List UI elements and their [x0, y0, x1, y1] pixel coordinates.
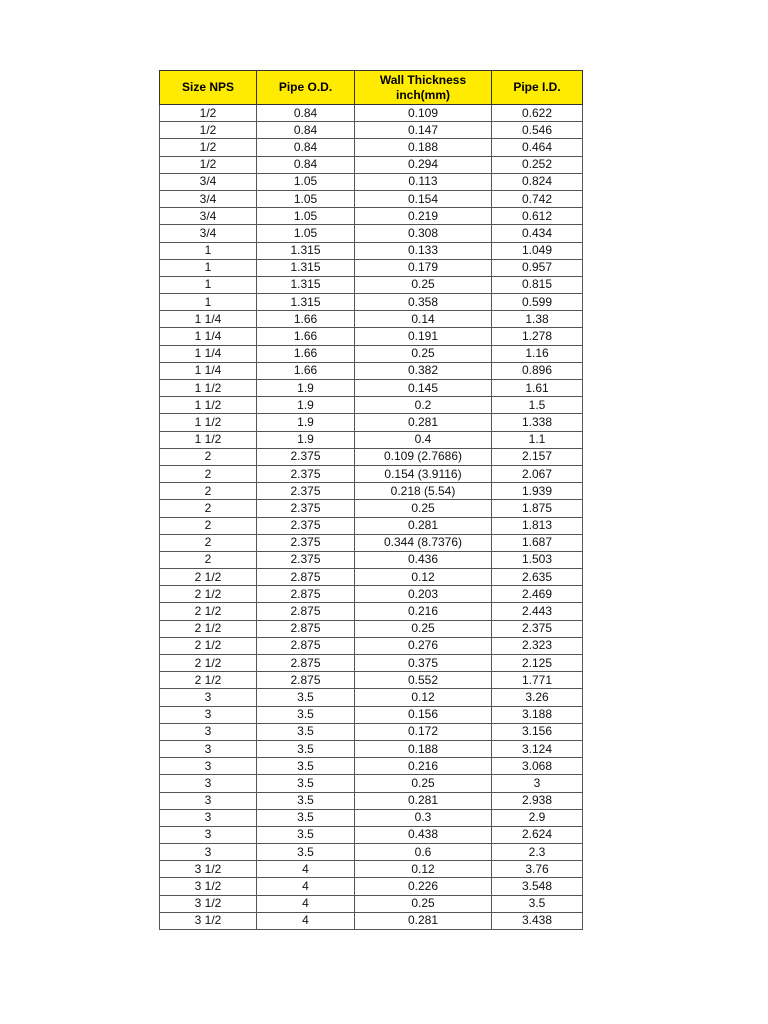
cell-pipe-id: 1.687: [492, 534, 583, 551]
cell-pipe-id: 0.546: [492, 122, 583, 139]
cell-pipe-od: 2.875: [257, 620, 355, 637]
cell-pipe-od: 0.84: [257, 122, 355, 139]
cell-pipe-od: 1.315: [257, 259, 355, 276]
cell-size-nps: 2 1/2: [160, 655, 257, 672]
table-row: [160, 173, 583, 190]
cell-pipe-od: 0.84: [257, 139, 355, 156]
cell-wall-thickness: 0.218 (5.54): [355, 483, 492, 500]
cell-wall-thickness: 0.358: [355, 294, 492, 311]
cell-size-nps: 2 1/2: [160, 672, 257, 689]
cell-pipe-od: 2.375: [257, 448, 355, 465]
cell-pipe-id: 2.635: [492, 569, 583, 586]
cell-pipe-id: 2.067: [492, 465, 583, 482]
cell-pipe-id: 0.464: [492, 139, 583, 156]
cell-size-nps: 3: [160, 723, 257, 740]
cell-size-nps: 2 1/2: [160, 603, 257, 620]
cell-wall-thickness: 0.25: [355, 345, 492, 362]
cell-wall-thickness: 0.308: [355, 225, 492, 242]
cell-wall-thickness: 0.4: [355, 431, 492, 448]
cell-size-nps: 2 1/2: [160, 586, 257, 603]
table-row: [160, 276, 583, 293]
cell-pipe-od: 2.875: [257, 569, 355, 586]
cell-wall-thickness: 0.154 (3.9116): [355, 465, 492, 482]
cell-size-nps: 2 1/2: [160, 637, 257, 654]
cell-pipe-od: 3.5: [257, 809, 355, 826]
cell-size-nps: 2: [160, 500, 257, 517]
header-pipe-od: Pipe O.D.: [257, 71, 355, 105]
cell-pipe-id: 1.875: [492, 500, 583, 517]
pipe-dimensions-table: [159, 70, 583, 930]
cell-size-nps: 1 1/2: [160, 380, 257, 397]
cell-size-nps: 3: [160, 844, 257, 861]
table-row: [160, 775, 583, 792]
cell-pipe-id: 0.622: [492, 105, 583, 122]
cell-pipe-od: 1.05: [257, 190, 355, 207]
cell-pipe-od: 0.84: [257, 156, 355, 173]
cell-wall-thickness: 0.12: [355, 569, 492, 586]
cell-pipe-od: 3.5: [257, 706, 355, 723]
cell-pipe-id: 1.61: [492, 380, 583, 397]
cell-wall-thickness: 0.281: [355, 517, 492, 534]
table-row: [160, 551, 583, 568]
table-row: [160, 328, 583, 345]
table-row: [160, 534, 583, 551]
table-row: [160, 380, 583, 397]
cell-size-nps: 1: [160, 259, 257, 276]
cell-size-nps: 1 1/4: [160, 345, 257, 362]
table-row: [160, 465, 583, 482]
cell-pipe-id: 0.896: [492, 362, 583, 379]
cell-wall-thickness: 0.179: [355, 259, 492, 276]
cell-size-nps: 2: [160, 465, 257, 482]
cell-pipe-od: 1.66: [257, 362, 355, 379]
cell-pipe-id: 2.125: [492, 655, 583, 672]
cell-pipe-id: 1.049: [492, 242, 583, 259]
cell-pipe-id: 0.742: [492, 190, 583, 207]
cell-wall-thickness: 0.552: [355, 672, 492, 689]
cell-pipe-od: 3.5: [257, 792, 355, 809]
cell-wall-thickness: 0.226: [355, 878, 492, 895]
cell-pipe-od: 2.875: [257, 637, 355, 654]
cell-wall-thickness: 0.188: [355, 139, 492, 156]
cell-pipe-id: 1.16: [492, 345, 583, 362]
cell-pipe-id: 1.1: [492, 431, 583, 448]
table-row: [160, 844, 583, 861]
cell-pipe-id: 2.3: [492, 844, 583, 861]
table-row: [160, 878, 583, 895]
cell-size-nps: 1/2: [160, 122, 257, 139]
cell-wall-thickness: 0.154: [355, 190, 492, 207]
cell-size-nps: 3: [160, 792, 257, 809]
cell-pipe-id: 3.156: [492, 723, 583, 740]
table-row: [160, 706, 583, 723]
cell-pipe-od: 2.375: [257, 500, 355, 517]
cell-pipe-od: 2.375: [257, 465, 355, 482]
cell-pipe-od: 1.05: [257, 208, 355, 225]
cell-wall-thickness: 0.156: [355, 706, 492, 723]
cell-pipe-id: 0.824: [492, 173, 583, 190]
cell-wall-thickness: 0.294: [355, 156, 492, 173]
table-row: [160, 294, 583, 311]
cell-pipe-id: 2.938: [492, 792, 583, 809]
cell-pipe-id: 2.9: [492, 809, 583, 826]
table-row: [160, 208, 583, 225]
cell-pipe-od: 3.5: [257, 689, 355, 706]
cell-pipe-od: 3.5: [257, 844, 355, 861]
cell-pipe-od: 2.875: [257, 672, 355, 689]
cell-pipe-id: 1.278: [492, 328, 583, 345]
cell-size-nps: 3 1/2: [160, 912, 257, 929]
cell-pipe-od: 4: [257, 912, 355, 929]
cell-pipe-od: 1.05: [257, 173, 355, 190]
cell-size-nps: 1 1/4: [160, 328, 257, 345]
cell-wall-thickness: 0.375: [355, 655, 492, 672]
cell-wall-thickness: 0.3: [355, 809, 492, 826]
cell-wall-thickness: 0.216: [355, 603, 492, 620]
table-row: [160, 517, 583, 534]
cell-wall-thickness: 0.113: [355, 173, 492, 190]
cell-pipe-od: 4: [257, 878, 355, 895]
cell-size-nps: 2: [160, 517, 257, 534]
cell-pipe-id: 0.957: [492, 259, 583, 276]
table-row: [160, 620, 583, 637]
table-row: [160, 242, 583, 259]
table-row: [160, 861, 583, 878]
cell-pipe-od: 3.5: [257, 723, 355, 740]
cell-pipe-od: 2.875: [257, 655, 355, 672]
cell-pipe-od: 1.9: [257, 431, 355, 448]
cell-size-nps: 1 1/4: [160, 311, 257, 328]
cell-pipe-id: 3.188: [492, 706, 583, 723]
cell-size-nps: 3/4: [160, 225, 257, 242]
header-wall-thickness-title: Wall Thickness: [379, 72, 467, 87]
cell-pipe-od: 1.9: [257, 414, 355, 431]
cell-pipe-id: 2.624: [492, 826, 583, 843]
cell-size-nps: 2: [160, 483, 257, 500]
cell-pipe-od: 1.315: [257, 276, 355, 293]
cell-wall-thickness: 0.2: [355, 397, 492, 414]
cell-pipe-id: 2.469: [492, 586, 583, 603]
header-wall-thickness-unit: inch(mm): [396, 87, 450, 102]
table-row: [160, 259, 583, 276]
table-row: [160, 758, 583, 775]
table-row: [160, 792, 583, 809]
table-row: [160, 740, 583, 757]
cell-pipe-id: 1.38: [492, 311, 583, 328]
table-row: [160, 655, 583, 672]
cell-pipe-id: 3.068: [492, 758, 583, 775]
cell-wall-thickness: 0.281: [355, 792, 492, 809]
cell-pipe-id: 2.323: [492, 637, 583, 654]
table-row: [160, 809, 583, 826]
cell-pipe-od: 1.66: [257, 328, 355, 345]
cell-pipe-od: 2.875: [257, 586, 355, 603]
cell-pipe-id: 2.443: [492, 603, 583, 620]
table-row: [160, 414, 583, 431]
cell-pipe-id: 0.599: [492, 294, 583, 311]
cell-wall-thickness: 0.216: [355, 758, 492, 775]
cell-pipe-od: 1.9: [257, 380, 355, 397]
cell-pipe-id: 1.338: [492, 414, 583, 431]
cell-size-nps: 3/4: [160, 208, 257, 225]
cell-pipe-id: 3.548: [492, 878, 583, 895]
cell-pipe-id: 1.503: [492, 551, 583, 568]
cell-pipe-id: 3.5: [492, 895, 583, 912]
table-row: [160, 826, 583, 843]
cell-size-nps: 1 1/2: [160, 414, 257, 431]
cell-size-nps: 3/4: [160, 173, 257, 190]
cell-wall-thickness: 0.436: [355, 551, 492, 568]
cell-size-nps: 1 1/4: [160, 362, 257, 379]
table-row: [160, 105, 583, 122]
cell-pipe-od: 2.375: [257, 551, 355, 568]
cell-size-nps: 3/4: [160, 190, 257, 207]
cell-pipe-id: 3.76: [492, 861, 583, 878]
cell-wall-thickness: 0.12: [355, 861, 492, 878]
cell-size-nps: 2: [160, 534, 257, 551]
cell-wall-thickness: 0.14: [355, 311, 492, 328]
pipe-schedule-sheet: [159, 70, 583, 930]
cell-pipe-od: 1.315: [257, 242, 355, 259]
table-row: [160, 912, 583, 929]
cell-wall-thickness: 0.25: [355, 276, 492, 293]
table-row: [160, 672, 583, 689]
cell-pipe-id: 0.434: [492, 225, 583, 242]
cell-pipe-od: 0.84: [257, 105, 355, 122]
cell-pipe-od: 1.9: [257, 397, 355, 414]
cell-wall-thickness: 0.25: [355, 895, 492, 912]
cell-pipe-od: 2.375: [257, 483, 355, 500]
cell-wall-thickness: 0.438: [355, 826, 492, 843]
table-row: [160, 156, 583, 173]
cell-size-nps: 3: [160, 689, 257, 706]
cell-size-nps: 1/2: [160, 156, 257, 173]
table-row: [160, 362, 583, 379]
header-pipe-id: Pipe I.D.: [492, 71, 583, 105]
cell-pipe-id: 1.939: [492, 483, 583, 500]
cell-pipe-id: 2.375: [492, 620, 583, 637]
table-row: [160, 689, 583, 706]
cell-pipe-od: 1.66: [257, 311, 355, 328]
cell-wall-thickness: 0.6: [355, 844, 492, 861]
cell-wall-thickness: 0.191: [355, 328, 492, 345]
cell-pipe-od: 4: [257, 895, 355, 912]
cell-size-nps: 1/2: [160, 139, 257, 156]
table-row: [160, 431, 583, 448]
cell-wall-thickness: 0.25: [355, 620, 492, 637]
cell-wall-thickness: 0.12: [355, 689, 492, 706]
table-row: [160, 637, 583, 654]
table-row: [160, 225, 583, 242]
cell-size-nps: 1 1/2: [160, 431, 257, 448]
cell-size-nps: 3: [160, 775, 257, 792]
cell-size-nps: 3: [160, 826, 257, 843]
cell-pipe-od: 3.5: [257, 826, 355, 843]
cell-wall-thickness: 0.203: [355, 586, 492, 603]
cell-wall-thickness: 0.219: [355, 208, 492, 225]
header-size-nps: Size NPS: [160, 71, 257, 105]
cell-pipe-id: 3.26: [492, 689, 583, 706]
cell-size-nps: 2 1/2: [160, 620, 257, 637]
cell-wall-thickness: 0.276: [355, 637, 492, 654]
cell-pipe-od: 2.375: [257, 534, 355, 551]
cell-pipe-id: 1.813: [492, 517, 583, 534]
cell-pipe-od: 2.375: [257, 517, 355, 534]
table-body: [160, 105, 583, 930]
cell-size-nps: 3 1/2: [160, 895, 257, 912]
cell-pipe-od: 3.5: [257, 758, 355, 775]
cell-pipe-od: 1.66: [257, 345, 355, 362]
cell-pipe-id: 0.612: [492, 208, 583, 225]
cell-wall-thickness: 0.188: [355, 740, 492, 757]
cell-pipe-id: 0.815: [492, 276, 583, 293]
cell-wall-thickness: 0.281: [355, 912, 492, 929]
cell-wall-thickness: 0.382: [355, 362, 492, 379]
header-wall-thickness: [355, 71, 492, 105]
table-row: [160, 500, 583, 517]
cell-size-nps: 3 1/2: [160, 878, 257, 895]
cell-pipe-od: 3.5: [257, 775, 355, 792]
table-row: [160, 448, 583, 465]
cell-wall-thickness: 0.25: [355, 500, 492, 517]
cell-size-nps: 3 1/2: [160, 861, 257, 878]
cell-size-nps: 1: [160, 294, 257, 311]
cell-wall-thickness: 0.281: [355, 414, 492, 431]
cell-size-nps: 3: [160, 758, 257, 775]
cell-size-nps: 1 1/2: [160, 397, 257, 414]
table-row: [160, 483, 583, 500]
table-header-row: [160, 71, 583, 105]
table-row: [160, 345, 583, 362]
cell-size-nps: 1: [160, 242, 257, 259]
cell-wall-thickness: 0.172: [355, 723, 492, 740]
cell-size-nps: 2 1/2: [160, 569, 257, 586]
cell-pipe-od: 3.5: [257, 740, 355, 757]
table-row: [160, 603, 583, 620]
table-row: [160, 895, 583, 912]
cell-wall-thickness: 0.147: [355, 122, 492, 139]
cell-wall-thickness: 0.109 (2.7686): [355, 448, 492, 465]
cell-pipe-id: 3: [492, 775, 583, 792]
cell-size-nps: 3: [160, 740, 257, 757]
cell-size-nps: 3: [160, 809, 257, 826]
table-row: [160, 139, 583, 156]
cell-wall-thickness: 0.109: [355, 105, 492, 122]
cell-pipe-id: 0.252: [492, 156, 583, 173]
cell-pipe-od: 1.315: [257, 294, 355, 311]
table-row: [160, 311, 583, 328]
cell-pipe-od: 4: [257, 861, 355, 878]
cell-pipe-id: 1.5: [492, 397, 583, 414]
table-row: [160, 723, 583, 740]
cell-pipe-od: 1.05: [257, 225, 355, 242]
cell-size-nps: 2: [160, 448, 257, 465]
table-row: [160, 397, 583, 414]
cell-pipe-id: 3.438: [492, 912, 583, 929]
table-row: [160, 586, 583, 603]
table-row: [160, 190, 583, 207]
cell-size-nps: 2: [160, 551, 257, 568]
cell-pipe-od: 2.875: [257, 603, 355, 620]
cell-pipe-id: 3.124: [492, 740, 583, 757]
cell-size-nps: 1/2: [160, 105, 257, 122]
table-row: [160, 569, 583, 586]
cell-wall-thickness: 0.25: [355, 775, 492, 792]
cell-size-nps: 1: [160, 276, 257, 293]
cell-wall-thickness: 0.344 (8.7376): [355, 534, 492, 551]
cell-wall-thickness: 0.145: [355, 380, 492, 397]
table-row: [160, 122, 583, 139]
cell-wall-thickness: 0.133: [355, 242, 492, 259]
cell-size-nps: 3: [160, 706, 257, 723]
cell-pipe-id: 2.157: [492, 448, 583, 465]
cell-pipe-id: 1.771: [492, 672, 583, 689]
